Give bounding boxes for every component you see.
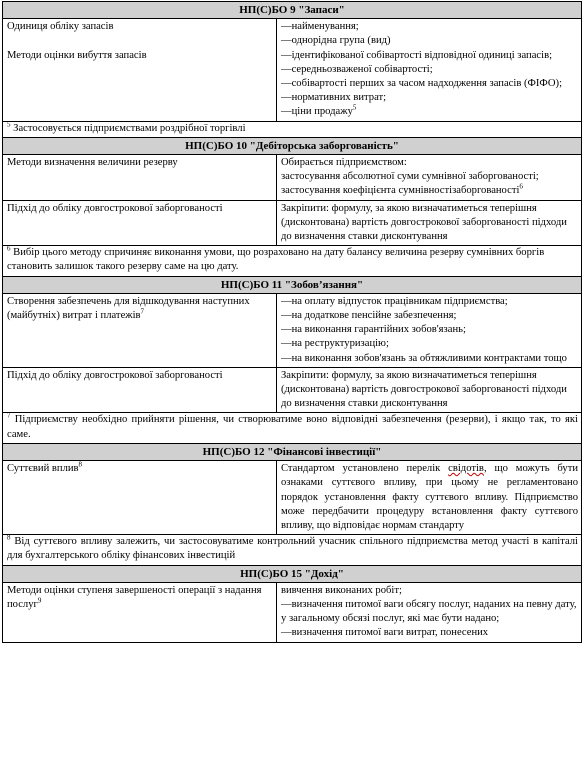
footnote-row <box>3 535 582 565</box>
list-item: —собівартості перших за часом надходження запасів (ФІФО); <box>281 78 563 90</box>
row-label-cell <box>3 200 277 246</box>
list-item <box>281 184 578 198</box>
row-label: Одиниця обліку запасів <box>7 21 114 33</box>
row-value: Закріпити: формулу, за якою визначатиметься теперішня (дисконтована) вартість довгострокової заборгованості підходи до визначення ставки дисконтування <box>281 202 567 243</box>
footnote-mark: 6 <box>7 244 11 253</box>
row-label-text: Створення забезпечень для відшкодування наступних (майбутніх) витрат і платежів <box>7 295 250 322</box>
section-header-11 <box>3 276 582 293</box>
row-label <box>7 295 273 323</box>
list-item: Обирається підприємством: <box>281 157 407 169</box>
row-label-cell <box>3 155 277 201</box>
footnote <box>3 413 582 443</box>
row-value-cell <box>277 155 582 201</box>
list-item: —визначення питомої ваги витрат, понесених <box>281 627 489 639</box>
list-item: —на виконання гарантійних зобов'язань; <box>281 324 466 336</box>
list-item: —однорідна група (вид) <box>281 35 391 47</box>
row-value-cell <box>277 582 582 642</box>
list-item: —середньозваженої собівартості; <box>281 63 433 75</box>
list-item-text: —ціни продажу <box>281 106 353 118</box>
row-value <box>281 462 578 533</box>
row-value-text: , що можуть бути ознаками суттєвого впливу, при цьому не регламентовано порядок установлення факту суттєвого впливу. Підприємство може передбачити процедуру встановлення факту суттєвого впливу, що відповідає нормам стандарту <box>281 463 578 531</box>
section-title-10: НП(С)БО 10 "Дебіторська заборгованість" <box>3 137 582 154</box>
row-value-cell <box>277 200 582 246</box>
footnote-mark: 5 <box>7 120 11 129</box>
footnote-row <box>3 413 582 443</box>
row-label-cell <box>3 582 277 642</box>
list-item: —визначення питомої ваги обсягу послуг, наданих на певну дату, у загальному обсязі послуг, які має бути надано; <box>281 598 577 625</box>
table-row <box>3 582 582 642</box>
row-label-cell <box>3 293 277 367</box>
footnote-text: Від суттєвого впливу залежить, чи застосовуватиме контрольний учасник спільного підприємства метод участі в капіталі для бухгалтерського обліку фінансових інвестицій <box>7 536 578 562</box>
list-item: —на реструктуризацію; <box>281 338 389 350</box>
row-label-cell <box>3 461 277 535</box>
list-item <box>281 105 578 119</box>
footnote-mark: 7 <box>7 411 11 420</box>
footnote-ref: 8 <box>78 460 83 469</box>
row-label <box>7 462 273 476</box>
row-value: Закріпити: формулу, за якою визначатиметься теперішня (дисконтована) вартість довгострокової заборгованості підходи до визначення ставки дисконтування <box>281 369 567 410</box>
list-item: —на оплату відпусток працівникам підприємства; <box>281 295 508 307</box>
list-item: застосування абсолютної суми сумнівної заборгованості; <box>281 171 539 183</box>
row-label: Методи визначення величини резерву <box>7 157 178 169</box>
row-value-cell <box>277 461 582 535</box>
section-title-11: НП(С)БО 11 "Зобов’язання" <box>3 276 582 293</box>
table-row <box>3 367 582 413</box>
section-header-10 <box>3 137 582 154</box>
row-label-text: Методи оцінки ступеня завершеності операції з надання послуг <box>7 584 262 610</box>
list-item: —нормативних витрат; <box>281 92 387 104</box>
list-item: вивчення виконаних робіт; <box>281 584 402 596</box>
table-row <box>3 293 582 367</box>
footnote-ref: 7 <box>140 307 145 316</box>
list-item: —на додаткове пенсійне забезпечення; <box>281 310 457 322</box>
footnote-row <box>3 246 582 276</box>
section-title-12: НП(С)БО 12 "Фінансові інвестиції" <box>3 443 582 460</box>
row-value-cell <box>277 367 582 413</box>
row-label-cell <box>3 367 277 413</box>
footnote-text: Вибір цього методу спричиняє виконання умови, що розраховано на дату балансу величина резерву сумнівних боргів становить залишок такого резерву саме на цю дату. <box>7 247 545 273</box>
footnote-text: Застосовується підприємствами роздрібної торгівлі <box>10 122 246 134</box>
spellcheck-underlined-word: свідотів <box>448 463 484 475</box>
section-title-9: НП(С)БО 9 "Запаси" <box>3 2 582 19</box>
table-row <box>3 200 582 246</box>
row-value-text: Стандартом установлено перелік <box>281 463 449 475</box>
row-label: Підхід до обліку довгострокової заборгованості <box>7 202 223 214</box>
footnote <box>3 535 582 565</box>
footnote-mark: 8 <box>7 533 11 542</box>
row-label <box>7 584 273 612</box>
row-label-text: Суттєвий вплив <box>7 463 79 475</box>
table-row <box>3 155 582 201</box>
list-item: —ідентифікованої собівартості відповідної одиниці запасів; <box>281 49 553 61</box>
footnote-text: Підприємству необхідно прийняти рішення, чи створюватиме воно відповідні забезпечення (резерви), і якщо так, то які саме. <box>7 414 578 440</box>
section-header-15 <box>3 565 582 582</box>
footnote-row <box>3 121 582 137</box>
standards-table <box>2 1 582 643</box>
row-value-cell <box>277 293 582 367</box>
footnote-ref: 9 <box>37 596 42 605</box>
row-label: Підхід до обліку довгострокової заборгованості <box>7 369 223 381</box>
list-item: —найменування; <box>281 21 359 33</box>
footnote-ref: 5 <box>352 103 357 112</box>
list-item-text: застосування коефіцієнта сумнівностізаборгованості <box>281 185 520 197</box>
footnote-ref: 6 <box>519 182 523 191</box>
footnote <box>3 246 582 276</box>
section-title-15: НП(С)БО 15 "Дохід" <box>3 565 582 582</box>
table-row <box>3 19 582 121</box>
table-row <box>3 461 582 535</box>
list-item: —на виконання зобов'язань за обтяжливими контрактами тощо <box>281 352 567 364</box>
footnote <box>3 121 582 137</box>
section-header-12 <box>3 443 582 460</box>
section-header-9 <box>3 2 582 19</box>
row-value-cell <box>277 19 582 121</box>
row-label: Методи оцінки вибуття запасів <box>7 49 147 61</box>
row-label-cell <box>3 19 277 121</box>
accounting-policy-document <box>0 1 584 779</box>
